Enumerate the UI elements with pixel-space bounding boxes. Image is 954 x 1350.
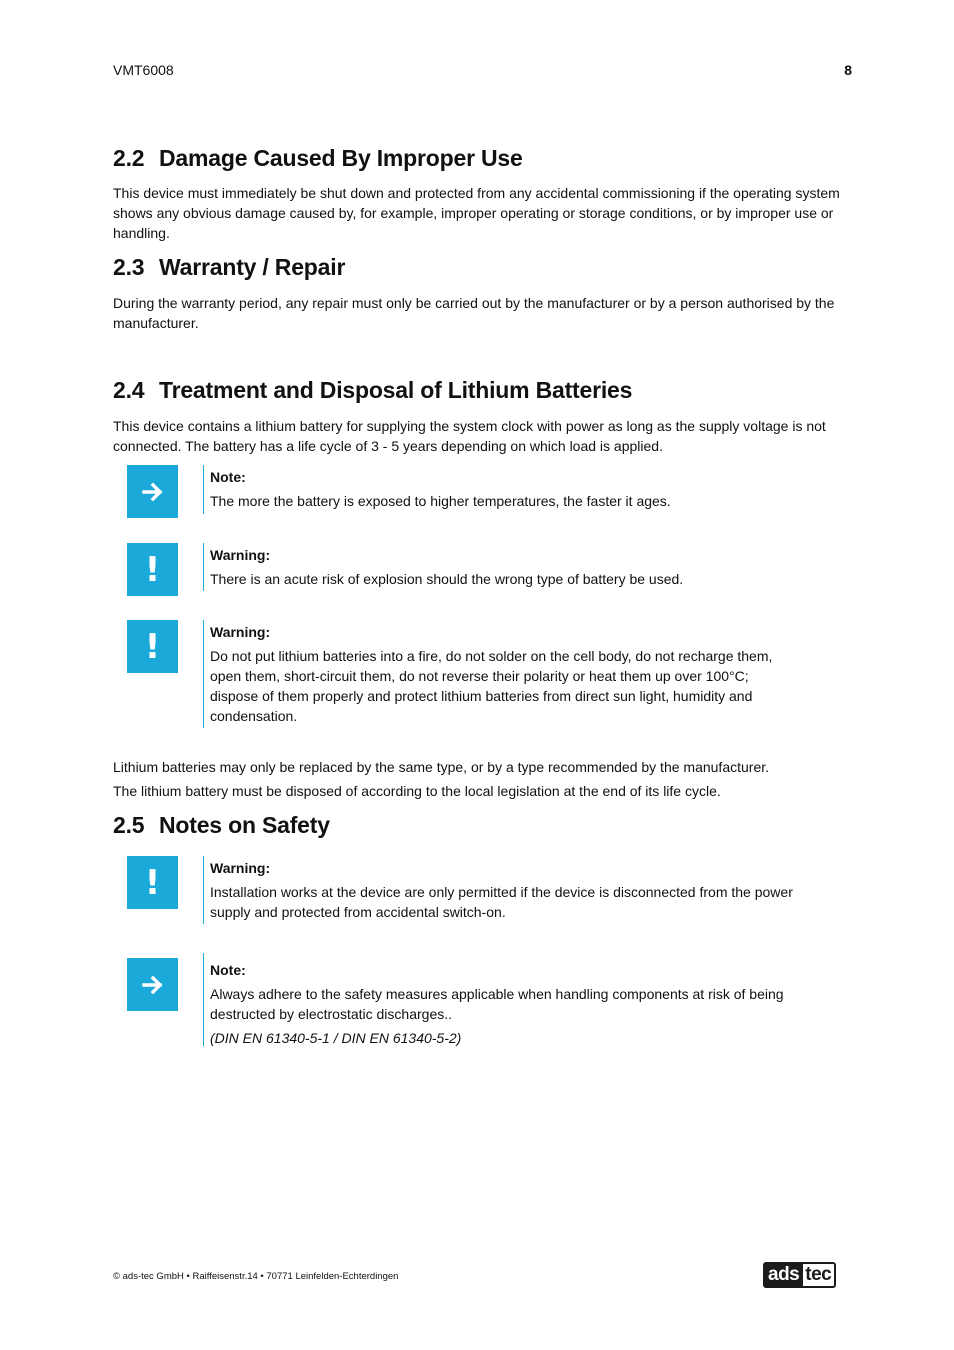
warning-icon-box — [127, 856, 178, 909]
section-number: 2.4 — [113, 377, 145, 403]
notice-text: The more the battery is exposed to higher temperatures, the faster it ages. — [210, 493, 671, 509]
paragraph-battery-dispose: The lithium battery must be disposed of according to the local legislation at the end of its life cycle. — [113, 783, 721, 799]
arrow-right-icon — [141, 973, 165, 997]
notice-bar — [203, 620, 204, 728]
section-number: 2.3 — [113, 254, 145, 280]
section-number: 2.2 — [113, 145, 145, 171]
notice-bar — [203, 543, 204, 591]
notice-bar — [203, 465, 204, 514]
warning-icon-box — [127, 543, 178, 596]
notice-text: Always adhere to the safety measures applicable when handling components at risk of being destructed by electrostatic discharges.. — [210, 986, 784, 1022]
note-icon-box — [127, 465, 178, 518]
paragraph-battery-replace: Lithium batteries may only be replaced by the same type, or by a type recommended by the manufacturer. — [113, 759, 770, 775]
section-title: Treatment and Disposal of Lithium Batteries — [159, 377, 633, 403]
notice-text: Do not put lithium batteries into a fire, do not solder on the cell body, do not recharge them, open them, short-circuit them, do not reverse their polarity or heat them up over 100°C; dispose of them properly and protect lithium batteries from direct sun light, humidity and condensation. — [210, 648, 773, 724]
notice-title: Warning: — [210, 860, 271, 876]
section-title: Warranty / Repair — [159, 254, 346, 280]
paragraph-battery-intro: This device contains a lithium battery for supplying the system clock with power as long as the supply voltage is not connected. The battery has a life cycle of 3 - 5 years depending on which load is applied. — [113, 418, 826, 454]
exclamation-icon: ! — [144, 549, 161, 590]
notice-text: There is an acute risk of explosion should the wrong type of battery be used. — [210, 571, 684, 587]
notice-content — [210, 620, 790, 726]
notice-text: Installation works at the device are only permitted if the device is disconnected from the power supply and protected from accidental switch-on. — [210, 884, 793, 920]
ads-tec-logo — [763, 1262, 853, 1288]
header-doc-id: VMT6008 — [113, 62, 174, 78]
logo-part-ads: ads — [763, 1262, 803, 1288]
notice-content — [210, 465, 810, 511]
notice-content — [210, 543, 810, 589]
notice-bar — [203, 953, 204, 1046]
section-title: Damage Caused By Improper Use — [159, 145, 523, 171]
section-heading-2-5 — [113, 812, 330, 839]
arrow-right-icon — [141, 480, 165, 504]
notice-title: Note: — [210, 962, 246, 978]
section-title: Notes on Safety — [159, 812, 330, 838]
notice-title: Note: — [210, 469, 246, 485]
exclamation-icon: ! — [144, 626, 161, 667]
notice-bar — [203, 856, 204, 924]
section-heading-2-3 — [113, 254, 345, 281]
warning-icon-box — [127, 620, 178, 673]
section-heading-2-2 — [113, 145, 523, 172]
footer-address: © ads-tec GmbH • Raiffeisenstr.14 • 70771 Leinfelden-Echterdingen — [113, 1271, 399, 1282]
logo-part-tec: tec — [803, 1262, 836, 1288]
exclamation-icon: ! — [144, 862, 161, 903]
section-number: 2.5 — [113, 812, 145, 838]
notice-content — [210, 958, 790, 1048]
notice-title: Warning: — [210, 624, 271, 640]
note-icon-box — [127, 958, 178, 1011]
notice-title: Warning: — [210, 547, 271, 563]
paragraph-warranty: During the warranty period, any repair must only be carried out by the manufacturer or by a person authorised by the manufacturer. — [113, 295, 835, 331]
paragraph-damage: This device must immediately be shut down and protected from any accidental commissioning if the operating system shows any obvious damage caused by, for example, improper operating or storage conditions, or by improper use or handling. — [113, 185, 840, 241]
section-heading-2-4 — [113, 377, 632, 404]
page-number: 8 — [844, 62, 852, 78]
notice-content — [210, 856, 800, 922]
notice-reference: (DIN EN 61340-5-1 / DIN EN 61340-5-2) — [210, 1030, 462, 1046]
